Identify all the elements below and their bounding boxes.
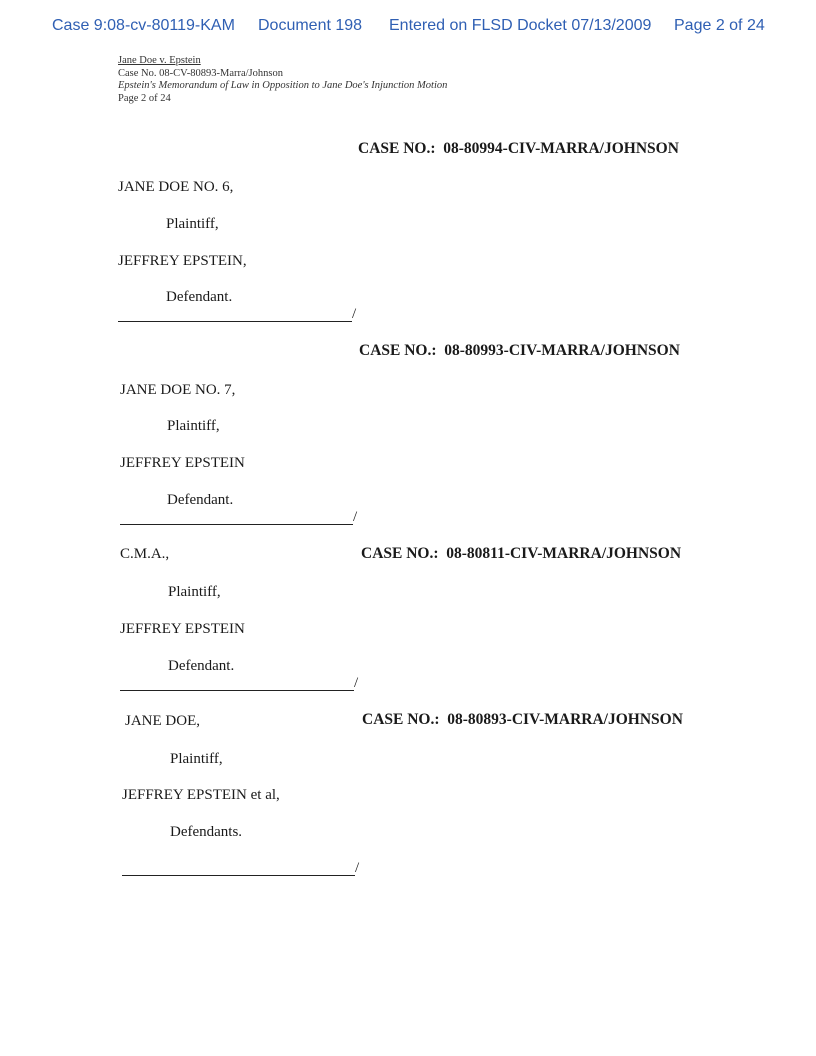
signature-rule	[120, 690, 354, 691]
case-number-label: CASE NO.: 08-80994-CIV-MARRA/JOHNSON	[358, 140, 679, 157]
defendant-name: JEFFREY EPSTEIN,	[118, 253, 247, 269]
signature-rule	[120, 524, 353, 525]
banner-entered: Entered on FLSD Docket 07/13/2009	[389, 17, 652, 34]
header-case-title: Jane Doe v. Epstein	[118, 55, 201, 66]
case-number-label: CASE NO.: 08-80811-CIV-MARRA/JOHNSON	[361, 545, 682, 562]
banner-case: Case 9:08-cv-80119-KAM	[52, 17, 235, 34]
defendant-role: Defendant.	[168, 658, 235, 674]
case-number-label: CASE NO.: 08-80893-CIV-MARRA/JOHNSON	[362, 711, 683, 728]
rule-slash: /	[353, 509, 358, 525]
plaintiff-name: JANE DOE NO. 7,	[120, 382, 236, 398]
defendant-name: JEFFREY EPSTEIN et al,	[122, 787, 280, 803]
plaintiff-role: Plaintiff,	[168, 584, 221, 600]
case-number-label: CASE NO.: 08-80993-CIV-MARRA/JOHNSON	[359, 342, 680, 359]
defendant-name: JEFFREY EPSTEIN	[120, 621, 245, 637]
signature-rule	[118, 321, 352, 322]
rule-slash: /	[354, 675, 359, 691]
defendant-role: Defendant.	[167, 492, 234, 508]
plaintiff-name: JANE DOE NO. 6,	[118, 179, 234, 195]
defendant-role: Defendant.	[166, 289, 233, 305]
plaintiff-name: C.M.A.,	[120, 546, 170, 562]
plaintiff-role: Plaintiff,	[166, 216, 219, 232]
header-page: Page 2 of 24	[118, 92, 171, 104]
banner-page: Page 2 of 24	[674, 17, 765, 34]
defendant-name: JEFFREY EPSTEIN	[120, 455, 245, 471]
signature-rule	[122, 875, 355, 876]
defendant-role: Defendants.	[170, 824, 243, 840]
plaintiff-name: JANE DOE,	[125, 713, 200, 729]
rule-slash: /	[352, 306, 357, 322]
plaintiff-role: Plaintiff,	[167, 418, 220, 434]
header-case-number: Case No. 08-CV-80893-Marra/Johnson	[118, 67, 283, 79]
banner-document: Document 198	[258, 17, 363, 34]
plaintiff-role: Plaintiff,	[170, 751, 223, 767]
rule-slash: /	[355, 860, 360, 876]
docket-banner	[0, 17, 816, 39]
header-document-title: Epstein's Memorandum of Law in Opposition to Jane Doe's Injunction Motion	[118, 80, 448, 91]
running-header	[118, 55, 447, 105]
